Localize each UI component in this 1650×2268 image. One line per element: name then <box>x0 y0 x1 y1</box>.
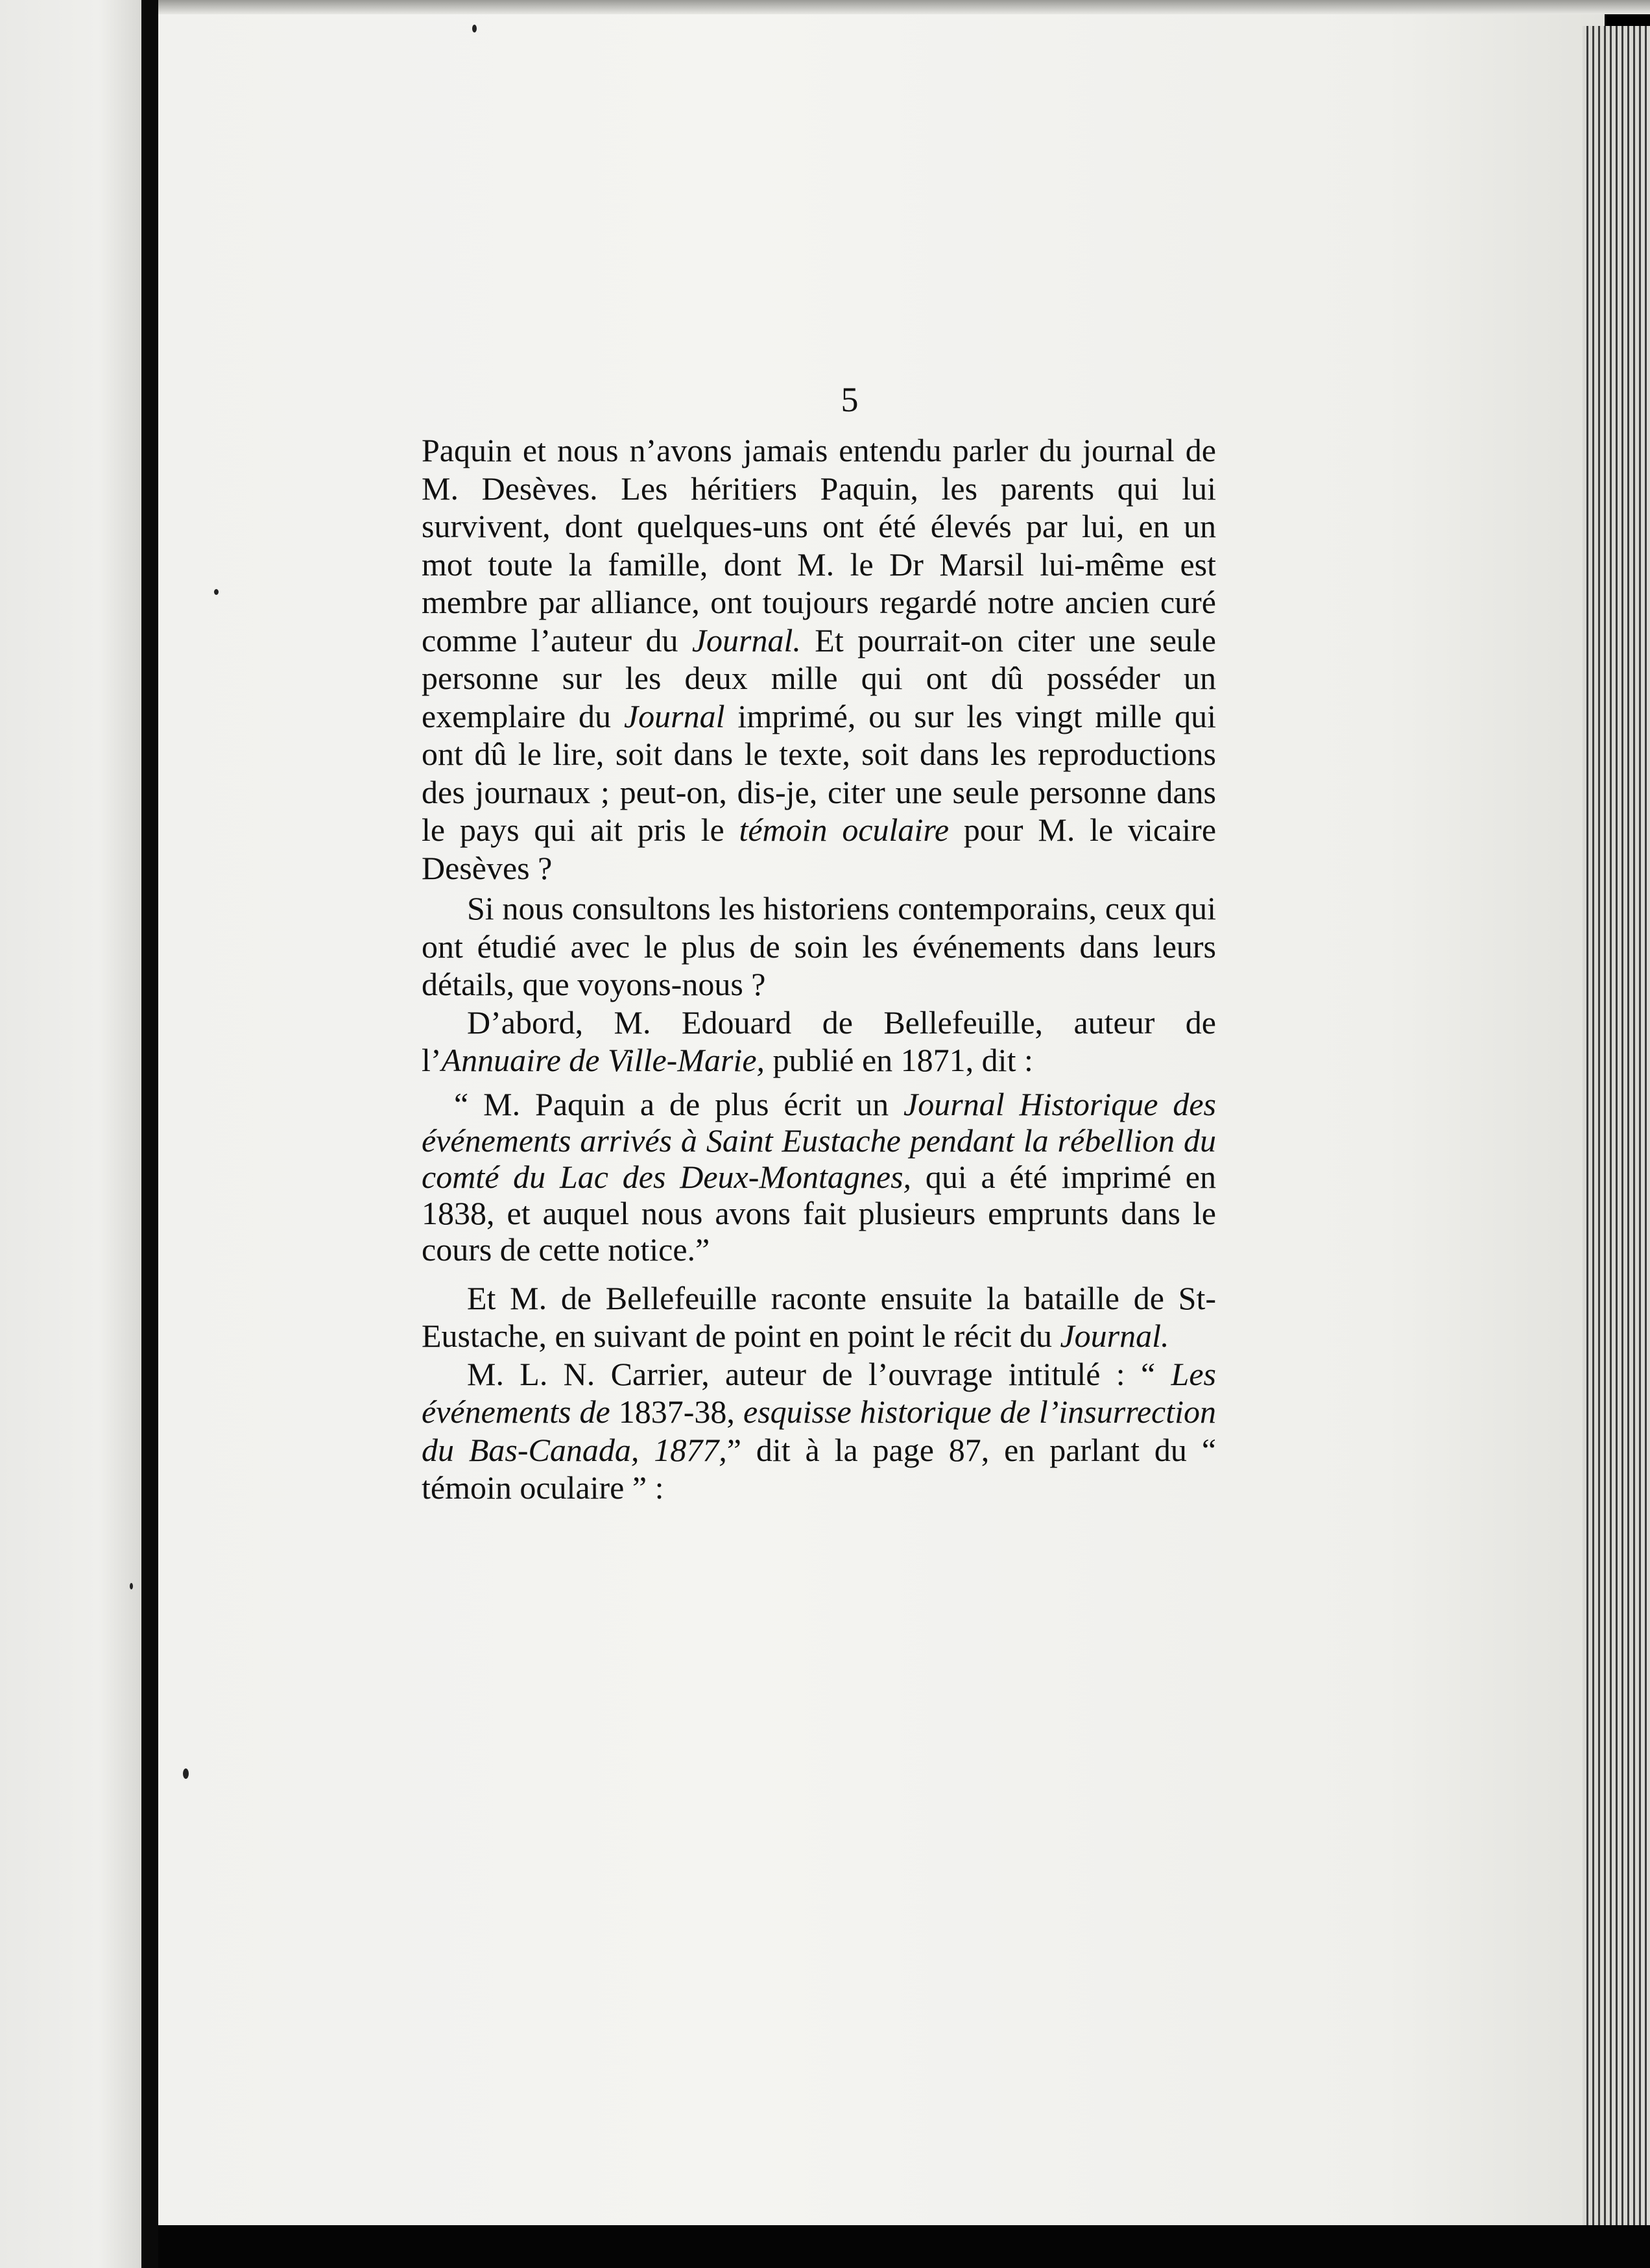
text-run: 1837-38, <box>610 1393 744 1430</box>
paragraph <box>422 1279 1216 1355</box>
page-number: 5 <box>841 380 859 419</box>
italic-text-run: témoin oculaire <box>739 812 950 848</box>
italic-text-run: Journal Historique des événements arrivés à Saint Eustache pendant la rébellion du comté du Lac des Deux-Montagnes, <box>422 1085 1216 1195</box>
text-run: Paquin et nous n’avons jamais entendu parler du journal de M. Desèves. Les héritiers Paquin, les parents qui lui survivent, dont quelques-uns ont été élevés par lui, en un mot toute la famille, dont M. le Dr Marsil lui-même est membre par alliance, ont toujours regardé notre ancien curé comme l’auteur du <box>422 432 1216 658</box>
text-run: imprimé, ou sur les vingt mille qui ont dû le lire, soit dans le texte, soit dans les reproductions des journaux ; peut-on, dis-je, citer une seule personne dans le pays qui ait pris le <box>422 697 1216 848</box>
italic-text-run: Les événements de <box>422 1355 1216 1430</box>
text-run: qui a été imprimé en 1838, et auquel nous avons fait plusieurs emprunts dans le cours de cette notice.” <box>422 1158 1217 1268</box>
paragraph <box>422 1355 1216 1507</box>
ink-speck <box>183 1768 189 1779</box>
ink-speck <box>214 589 219 595</box>
italic-text-run: Annuaire de Ville-Marie, <box>441 1042 765 1078</box>
text-run: M. L. N. Carrier, auteur de l’ouvrage intitulé : “ <box>467 1355 1171 1392</box>
italic-text-run: Journal <box>623 697 725 734</box>
text-run: Et pourrait-on citer une seule personne sur les deux mille qui ont dû posséder un exemplaire du <box>422 621 1216 734</box>
scan-bottom-border <box>158 2225 1650 2268</box>
text-run: D’abord, M. Edouard de Bellefeuille, auteur de l’ <box>422 1004 1216 1078</box>
paragraph <box>422 889 1216 1004</box>
body-text <box>422 431 1216 1507</box>
text-run: publié en 1871, dit : <box>765 1042 1033 1078</box>
page-stack-edges <box>1583 26 1650 2258</box>
ink-speck <box>130 1583 133 1589</box>
text-run: Et M. de Bellefeuille raconte ensuite la bataille de St-Eustache, en suivant de point en point le récit du <box>422 1279 1216 1354</box>
italic-text-run: Journal. <box>691 621 801 658</box>
ink-speck <box>472 25 477 32</box>
block-quote <box>422 1086 1216 1268</box>
book-gutter <box>141 0 158 2268</box>
text-run: Si nous consultons les historiens contemporains, ceux qui ont étudié avec le plus de soin les événements dans leurs détails, que voyons-nous ? <box>422 890 1216 1002</box>
text-run: “ M. Paquin a de plus écrit un <box>454 1085 904 1122</box>
paragraph <box>422 431 1216 887</box>
page-top-shadow <box>158 0 1650 14</box>
paragraph <box>422 1004 1216 1080</box>
previous-page-edge <box>0 0 141 2268</box>
text-run: ” dit à la page 87, en parlant du “ témoin oculaire ” : <box>422 1431 1217 1506</box>
text-run: pour M. le vicaire Desèves ? <box>422 812 1217 886</box>
italic-text-run: Journal. <box>1060 1318 1169 1354</box>
italic-text-run: esquisse historique de l’insurrection du Bas-Canada, 1877, <box>422 1393 1216 1468</box>
